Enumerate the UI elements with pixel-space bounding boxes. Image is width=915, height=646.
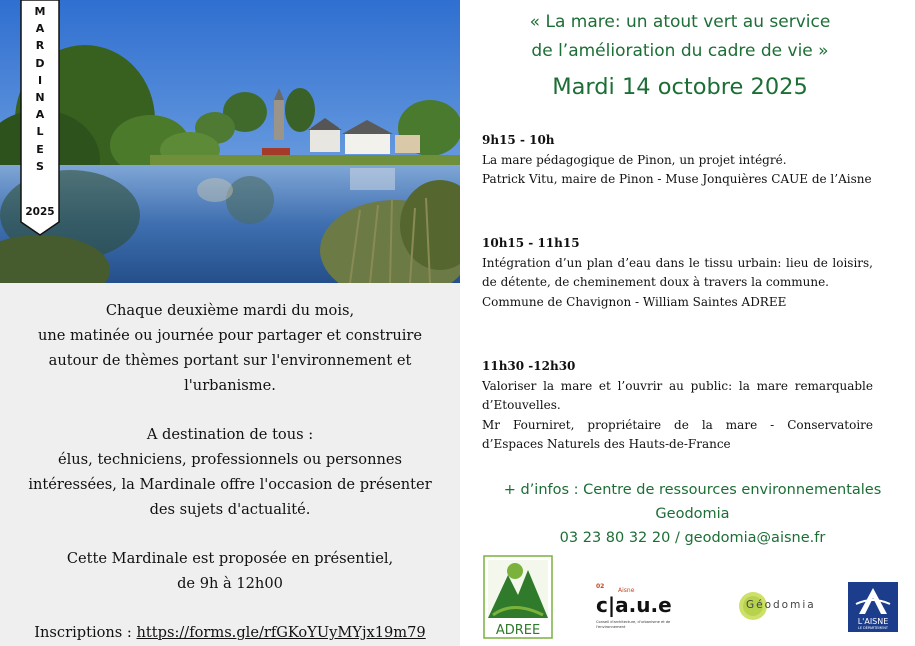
- infos-contact: 03 23 80 32 20 / geodomia@aisne.fr: [559, 530, 826, 546]
- program-session-3: [482, 357, 873, 455]
- intro-line: l'urbanisme.: [184, 377, 276, 394]
- aisne-a-icon: [848, 584, 898, 618]
- session-speakers: Commune de Chavignon - William Saintes ADREE: [482, 294, 787, 309]
- audience-line: des sujets d'actualité.: [149, 501, 311, 518]
- format-line: de 9h à 12h00: [177, 575, 283, 592]
- pond-landscape-image: [0, 0, 460, 283]
- session-talk: Valoriser la mare et l’ouvrir au public: la mare remarquable d’Etouvelles.: [482, 378, 873, 412]
- intro-line: autour de thèmes portant sur l'environnement et: [48, 352, 412, 369]
- caue-logo: [596, 583, 686, 633]
- event-date: Mardi 14 octobre 2025: [552, 74, 808, 100]
- ribbon-letter: L: [36, 125, 44, 139]
- infos-line: + d’infos : Centre de ressources environnementales: [503, 482, 882, 498]
- caue-dept-num: 02: [596, 583, 605, 590]
- infos-org: Geodomia: [655, 506, 730, 522]
- audience-line: élus, techniciens, professionnels ou personnes: [57, 451, 403, 468]
- session-talk: Intégration d’un plan d’eau dans le tissu urbain: lieu de loisirs, de détente, de cheminement doux à travers la commune.: [482, 255, 873, 289]
- session-speakers: Mr Fourniret, propriétaire de la mare - Conservatoire d’Espaces Naturels des Hauts-de-France: [482, 417, 873, 451]
- ribbon-letter: S: [36, 159, 44, 173]
- ribbon-letter: D: [35, 56, 45, 70]
- session-speakers: Patrick Vitu, maire de Pinon - Muse Jonquières CAUE de l’Aisne: [482, 172, 872, 186]
- intro-line: Chaque deuxième mardi du mois,: [105, 302, 355, 319]
- ribbon-letter: M: [34, 5, 46, 18]
- session-time: 10h15 - 11h15: [482, 236, 580, 250]
- aisne-label: L'AISNE: [857, 617, 889, 626]
- ribbon-letter: N: [35, 91, 45, 105]
- intro-line: une matinée ou journée pour partager et construire: [37, 327, 423, 344]
- geodomia-logo: [738, 591, 824, 621]
- event-description: [0, 298, 460, 645]
- partner-logos: [470, 555, 915, 645]
- ribbon-letter: A: [35, 108, 45, 122]
- pond-photo: [0, 0, 460, 283]
- audience-line: intéressées, la Mardinale offre l'occasion de présenter: [28, 476, 432, 493]
- mardinales-ribbon: [20, 0, 60, 236]
- ribbon-letter: A: [35, 22, 45, 36]
- registration: [0, 620, 460, 645]
- program-session-1: [482, 131, 873, 190]
- caue-subtitle: Conseil d'architecture, d'urbanisme et de l'environnement: [596, 620, 671, 629]
- ribbon-year: 2025: [25, 206, 55, 218]
- format-line: Cette Mardinale est proposée en présentiel,: [66, 550, 394, 567]
- adree-logo: [483, 555, 553, 639]
- geodomia-label: Géodomia: [746, 599, 816, 611]
- caue-name: c|a.u.e: [596, 593, 672, 617]
- audience-title: A destination de tous :: [146, 426, 314, 443]
- ribbon-letters: [20, 3, 60, 175]
- caue-dept: Aisne: [618, 587, 635, 594]
- ribbon-letter: R: [35, 39, 45, 53]
- registration-link[interactable]: https://forms.gle/rfGKoYUyMYjx19m79: [136, 624, 426, 641]
- session-talk: La mare pédagogique de Pinon, un projet intégré.: [482, 152, 787, 167]
- event-title-line1: « La mare: un atout vert au service: [529, 12, 831, 32]
- registration-label: Inscriptions :: [34, 624, 132, 641]
- contact-info: [470, 478, 915, 550]
- ribbon-letter: I: [37, 73, 43, 87]
- session-time: 11h30 -12h30: [482, 359, 576, 373]
- aisne-sublabel: LE DÉPARTEMENT: [857, 626, 888, 630]
- adree-label: ADREE: [495, 623, 541, 638]
- event-title-line2: de l’amélioration du cadre de vie »: [531, 41, 829, 61]
- session-time: 9h15 - 10h: [482, 133, 555, 147]
- aisne-dept-logo: [848, 582, 898, 632]
- right-panel: [470, 0, 915, 646]
- program-session-2: [482, 234, 873, 312]
- ribbon-letter: E: [36, 142, 44, 156]
